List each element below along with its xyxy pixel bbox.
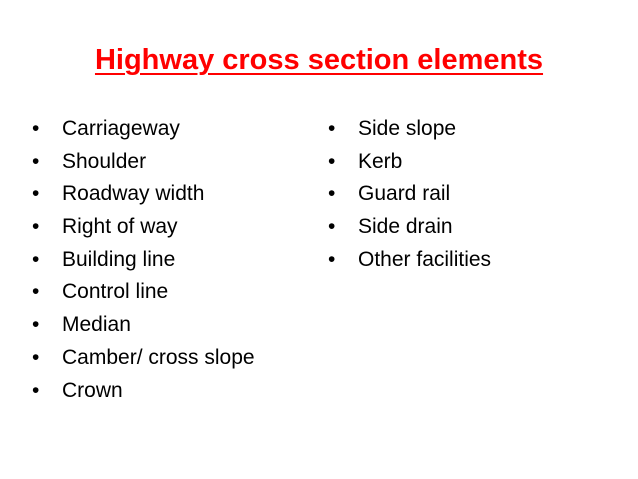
bullet-icon xyxy=(32,113,62,146)
bullet-icon xyxy=(328,178,358,211)
list-item-label: Other facilities xyxy=(358,247,492,271)
list-item xyxy=(328,113,628,146)
list-item xyxy=(32,375,322,408)
left-bullet-list xyxy=(32,113,322,407)
list-item xyxy=(328,211,628,244)
list-item xyxy=(32,276,322,309)
bullet-icon xyxy=(32,211,62,244)
list-item-label: Kerb xyxy=(358,149,403,173)
bullet-icon xyxy=(32,244,62,277)
list-item-label: Carriageway xyxy=(62,117,180,140)
bullet-icon xyxy=(32,178,62,211)
list-item-label: Side drain xyxy=(358,215,453,239)
bullet-icon xyxy=(328,146,358,179)
list-item xyxy=(32,342,322,375)
list-item-label: Crown xyxy=(62,378,123,402)
bullet-icon xyxy=(328,211,358,244)
list-item-label: Side slope xyxy=(358,117,457,140)
list-item xyxy=(328,244,628,277)
bullet-icon xyxy=(32,146,62,179)
list-item-label: Right of way xyxy=(62,215,178,239)
list-item-label: Building line xyxy=(62,247,176,271)
bullet-icon xyxy=(32,276,62,309)
list-item-label: Median xyxy=(62,313,131,337)
bullet-icon xyxy=(328,113,358,146)
list-item xyxy=(32,113,322,146)
bullet-icon xyxy=(32,309,62,342)
list-item-label: Guard rail xyxy=(358,182,451,206)
list-item-label: Shoulder xyxy=(62,149,147,173)
bullet-icon xyxy=(32,375,62,408)
list-item xyxy=(32,178,322,211)
list-item-label: Camber/ cross slope xyxy=(62,345,255,369)
bullet-icon xyxy=(328,244,358,277)
list-item xyxy=(32,146,322,179)
list-item xyxy=(32,211,322,244)
list-item xyxy=(32,244,322,277)
list-item-label: Control line xyxy=(62,280,169,304)
list-item xyxy=(32,309,322,342)
right-bullet-list xyxy=(328,113,628,276)
list-item xyxy=(328,146,628,179)
bullet-icon xyxy=(32,342,62,375)
list-item-label: Roadway width xyxy=(62,182,205,206)
list-item xyxy=(328,178,628,211)
slide-title: Highway cross section elements xyxy=(94,44,544,76)
